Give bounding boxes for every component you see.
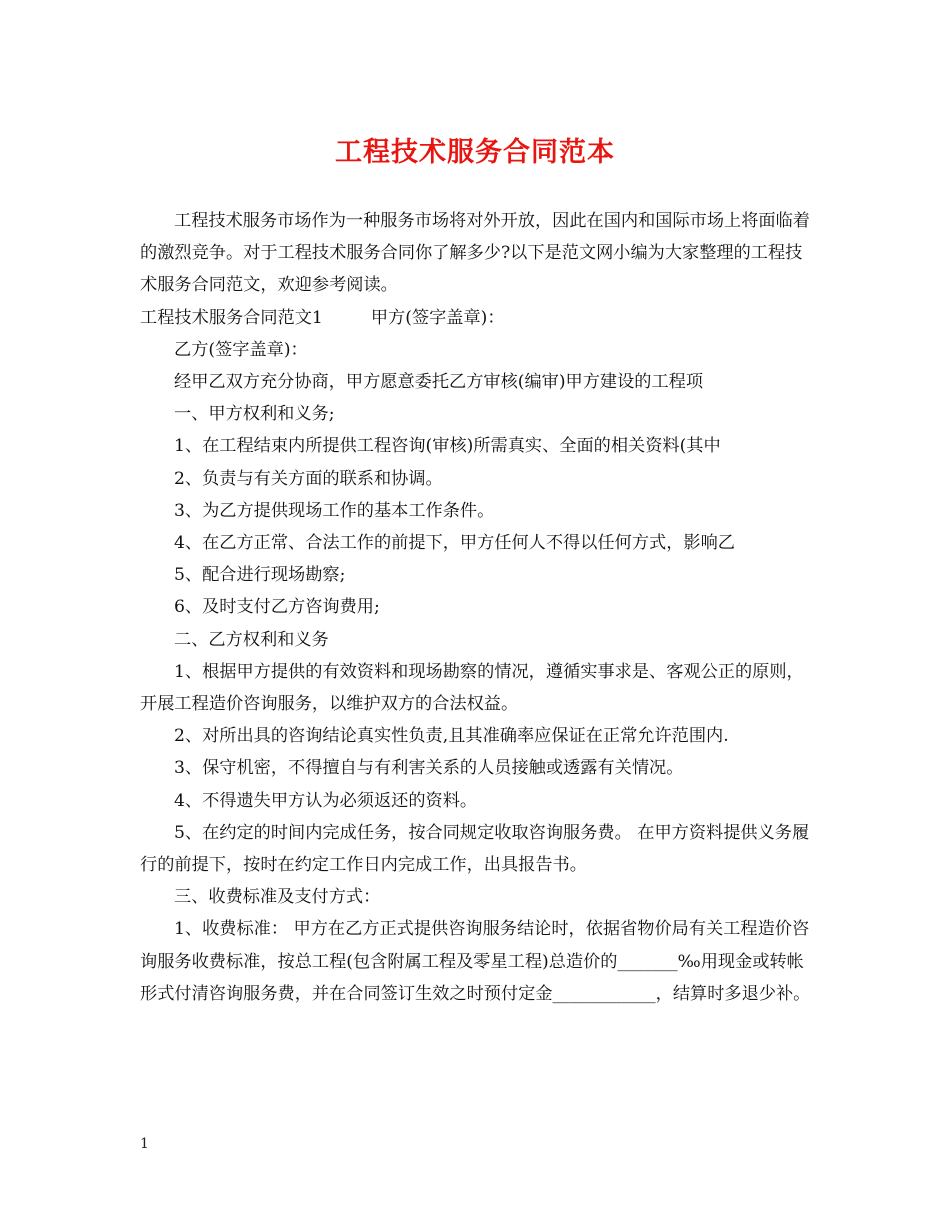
- document-title: 工程技术服务合同范本: [335, 137, 615, 168]
- page-number: 1: [140, 1136, 149, 1152]
- document-body: [140, 205, 812, 1010]
- fees-item-1: 1、收费标准： 甲方在乙方正式提供咨询服务结论时，依据省物价局有关工程造价咨询服务收费标准，按总工程(包含附属工程及零星工程)总造价的_______‰用现金或转帐形式付清咨询服务费，并在合同签订生效之时预付定金____________，结算时多退少补。: [140, 919, 811, 1004]
- party-b-item-2: 2、对所出具的咨询结论真实性负责,且其准确率应保证在正常允许范围内.: [174, 726, 729, 747]
- paragraph-intro: 工程技术服务市场作为一种服务市场将对外开放，因此在国内和国际市场上将面临着的激烈竞争。对于工程技术服务合同你了解多少?以下是范文网小编为大家整理的工程技术服务合同范文，欢迎参考阅读。: [140, 211, 810, 296]
- party-a-signature-label: 甲方(签字盖章)：: [370, 307, 505, 328]
- section-heading-party-b: 二、乙方权利和义务: [174, 629, 329, 650]
- section-heading-party-a: 一、甲方权利和义务;: [174, 404, 335, 425]
- party-b-item-5: 5、在约定的时间内完成任务，按合同规定收取咨询服务费。 在甲方资料提供义务履行的前提下，按时在约定工作日内完成工作，出具报告书。: [140, 822, 810, 876]
- party-a-item-4: 4、在乙方正常、合法工作的前提下，甲方任何人不得以任何方式，影响乙: [174, 533, 735, 554]
- contract-heading-line: [140, 302, 812, 334]
- party-a-item-6: 6、及时支付乙方咨询费用;: [174, 597, 380, 618]
- party-b-item-3: 3、保守机密，不得擅自与有利害关系的人员接触或透露有关情况。: [174, 758, 684, 779]
- contract-sample-label: 工程技术服务合同范文1: [140, 307, 323, 328]
- party-a-item-2: 2、负责与有关方面的联系和协调。: [174, 468, 443, 489]
- party-a-item-3: 3、为乙方提供现场工作的基本工作条件。: [174, 500, 495, 521]
- party-b-signature-label: 乙方(签字盖章)：: [174, 339, 308, 360]
- party-b-item-1: 1、根据甲方提供的有效资料和现场勘察的情况，遵循实事求是、客观公正的原则，开展工程造价咨询服务，以维护双方的合法权益。: [140, 661, 804, 715]
- section-heading-fees: 三、收费标准及支付方式：: [174, 887, 381, 908]
- paragraph-agreement: 经甲乙双方充分协商，甲方愿意委托乙方审核(编审)甲方建设的工程项: [174, 372, 704, 393]
- party-a-item-1: 1、在工程结束内所提供工程咨询(审核)所需真实、全面的相关资料(其中: [174, 436, 721, 457]
- party-a-item-5: 5、配合进行现场勘察;: [174, 565, 346, 586]
- party-b-item-4: 4、不得遗失甲方认为必须返还的资料。: [174, 790, 478, 811]
